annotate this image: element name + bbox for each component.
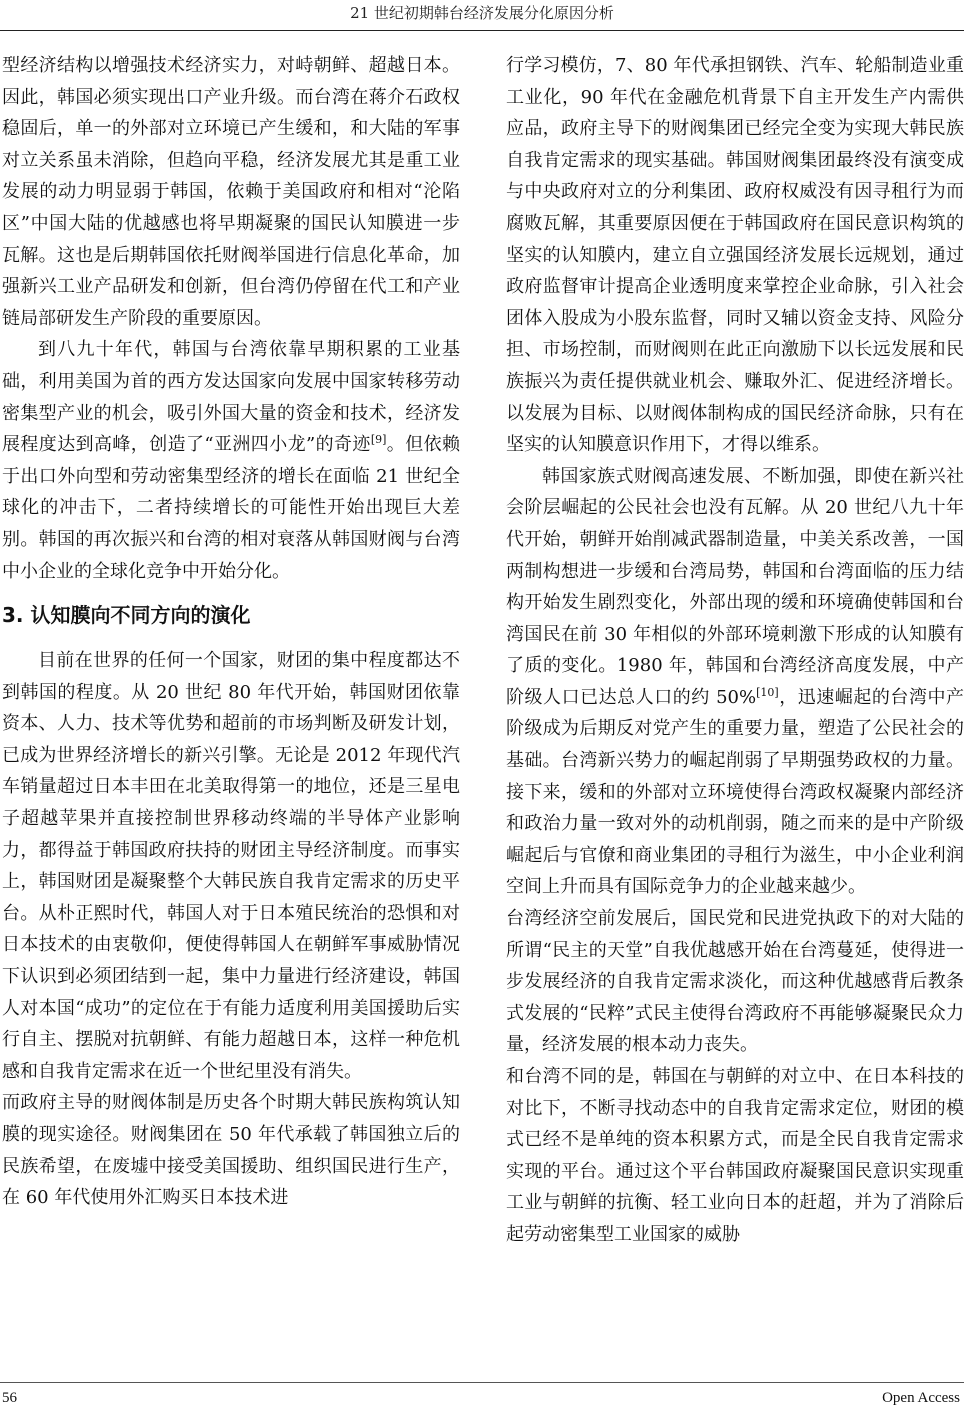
- paragraph: 而政府主导的财阀体制是历史各个时期大韩民族构筑认知膜的现实途径。财阀集团在 50 年代承载了韩国独立后的民族希望，在废墟中接受美国援助、组织国民进行生产，在 60 年代使用外汇购买日本技术进: [2, 1092, 460, 1209]
- footer-rule: [0, 1382, 964, 1383]
- paragraph: [506, 461, 964, 903]
- running-header: 21 世纪初期韩台经济发展分化原因分析: [350, 4, 614, 22]
- journal-name: Open Access: [882, 1390, 960, 1406]
- right-column: [506, 50, 964, 1251]
- paragraph: [2, 334, 460, 587]
- header-rule: [0, 30, 964, 31]
- paragraph-text: ，迅速崛起的台湾中产阶级成为后期反对党产生的重要力量，塑造了公民社会的基础。台湾新兴势力的崛起削弱了早期强势政权的力量。接下来，缓和的外部对立环境使得台湾政权凝聚内部经济和政治力量一致对外的动机削弱，随之而来的是中产阶级崛起后与官僚和商业集团的寻租行为滋生，中小企业利润空间上升而具有国际竞争力的企业越来越少。: [506, 686, 964, 898]
- paragraph: 和台湾不同的是，韩国在与朝鲜的对立中、在日本科技的对比下，不断寻找动态中的自我肯定需求定位，财团的模式已经不是单纯的资本积累方式，而是全民自我肯定需求实现的平台。通过这个平台韩国政府凝聚国民意识实现重工业与朝鲜的抗衡、轻工业向日本的赶超，并为了消除后起劳动密集型工业国家的威胁: [506, 1066, 964, 1245]
- left-column: [2, 50, 460, 1214]
- citation-ref: [9]: [370, 433, 387, 447]
- paragraph: 型经济结构以增强技术经济实力，对峙朝鲜、超越日本。因此，韩国必须实现出口产业升级。而台湾在蒋介石政权稳固后，单一的外部对立环境已产生缓和，和大陆的军事对立关系虽未消除，但趋向平稳，经济发展尤其是重工业发展的动力明显弱于韩国，依赖于美国政府和相对“沦陷区”中国大陆的优越感也将早期凝聚的国民认知膜进一步瓦解。这也是后期韩国依托财阀举国进行信息化革命，加强新兴工业产品研发和创新，但台湾仍停留在代工和产业链局部研发生产阶段的重要原因。: [2, 55, 460, 329]
- paragraph: 行学习模仿，7、80 年代承担钢铁、汽车、轮船制造业重工业化，90 年代在金融危机背景下自主开发生产内需供应品，政府主导下的财阀集团已经完全变为实现大韩民族自我肯定需求的现实基础。韩国财阀集团最终没有演变成与中央政府对立的分利集团、政府权威没有因寻租行为而腐败瓦解，其重要原因便在于韩国政府在国民意识构筑的坚实的认知膜内，建立自立强国经济发展长远规划，通过政府监督审计提高企业透明度来掌控企业命脉，引入社会团体入股成为小股东监督，同时又辅以资金支持、风险分担、市场控制，而财阀则在此正向激励下以长远发展和民族振兴为责任提供就业机会、赚取外汇、促进经济增长。以发展为目标、以财阀体制构成的国民经济命脉，只有在坚实的认知膜意识作用下，才得以维系。: [506, 55, 964, 456]
- paragraph-text: 。但依赖于出口外向型和劳动密集型经济的增长在面临 21 世纪全球化的冲击下，二者持续增长的可能性开始出现巨大差别。韩国的再次振兴和台湾的相对衰落从韩国财阀与台湾中小企业的全球化竞争中开始分化。: [2, 434, 461, 582]
- section-heading: 3. 认知膜向不同方向的演化: [2, 603, 251, 628]
- paragraph: 目前在世界的任何一个国家，财团的集中程度都达不到韩国的程度。从 20 世纪 80 年代开始，韩国财团依靠资本、人力、技术等优势和超前的市场判断及研发计划，已成为世界经济增长的新兴引擎。无论是 2012 年现代汽车销量超过日本丰田在北美取得第一的地位，还是三星电子超越苹果并直接控制世界移动终端的半导体产业影响力，都得益于韩国政府扶持的财团主导经济制度。而事实上，韩国财团是凝聚整个大韩民族自我肯定需求的历史平台。从朴正熙时代，韩国人对于日本殖民统治的恐惧和对日本技术的由衷敬仰，便使得韩国人在朝鲜军事威胁情况下认识到必须团结到一起，集中力量进行经济建设，韩国人对本国“成功”的定位在于有能力适度利用美国援助后实行自主、摆脱对抗朝鲜、有能力超越日本，这样一种危机感和自我肯定需求在近一个世纪里没有消失。: [2, 650, 460, 1082]
- paragraph-text: 到八九十年代，韩国与台湾依靠早期积累的工业基础，利用美国为首的西方发达国家向发展中国家转移劳动密集型产业的机会，吸引外国大量的资金和技术，经济发展程度达到高峰，创造了“亚洲四小龙”的奇迹: [2, 339, 460, 456]
- citation-ref: [10]: [756, 685, 779, 699]
- paragraph-text: 韩国家族式财阀高速发展、不断加强，即使在新兴社会阶层崛起的公民社会也没有瓦解。从 20 世纪八九十年代开始，朝鲜开始削减武器制造量，中美关系改善，一国两制构想进一步缓和台湾局势，韩国和台湾面临的压力结构开始发生剧烈变化，外部出现的缓和环境确使韩国和台湾国民在前 30 年相似的外部环境刺激下形成的认知膜有了质的变化。1980 年，韩国和台湾经济高度发展，中产阶级人口已达总人口的约 50%: [506, 465, 964, 708]
- paragraph: 台湾经济空前发展后，国民党和民进党执政下的对大陆的所谓“民主的天堂”自我优越感开始在台湾蔓延，使得进一步发展经济的自我肯定需求淡化，而这种优越感背后教条式发展的“民粹”式民主使得台湾政府不再能够凝聚民众力量，经济发展的根本动力丧失。: [506, 908, 964, 1056]
- page-number: 56: [2, 1390, 17, 1406]
